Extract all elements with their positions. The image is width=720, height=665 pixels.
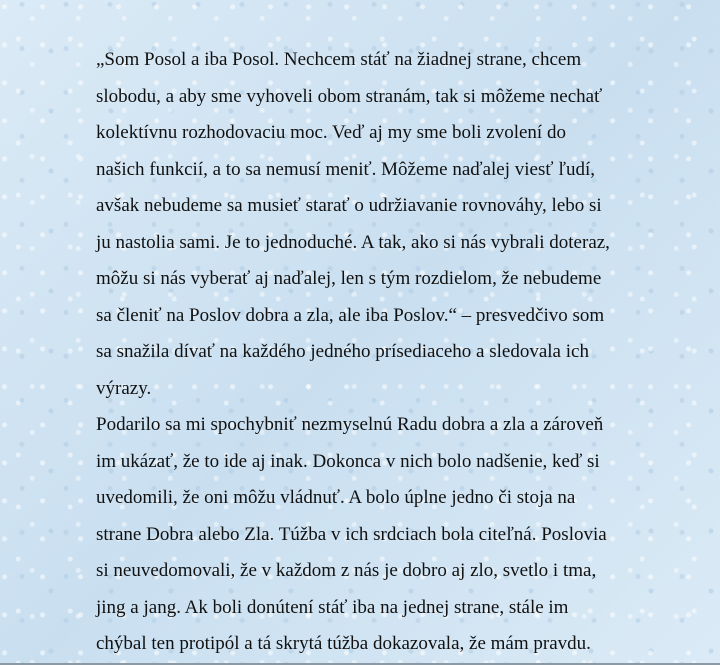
text-line: „Som Posol a iba Posol. Nechcem stáť na žiadnej strane, chcem (96, 49, 582, 70)
text-line: jing a jang. Ak boli donútení stáť iba na jednej strane, stále im (96, 596, 569, 618)
text-line: strane Dobra alebo Zla. Túžba v ich srdciach bola citeľná. Poslovia (96, 523, 607, 545)
text-line: sa snažila dívať na každého jedného prísediaceho a sledovala ich (96, 341, 589, 362)
text-line: výrazy. (96, 377, 152, 399)
text-line: avšak nebudeme sa musieť starať o udržiavanie rovnováhy, lebo si (96, 195, 602, 216)
text-line: ju nastolia sami. Je to jednoduché. A tak, ako si nás vybrali doteraz, (96, 231, 610, 253)
text-line: kolektívnu rozhodovaciu moc. Veď aj my sme boli zvolení do (96, 122, 566, 143)
text-line: im ukázať, že to ide aj inak. Dokonca v nich bolo nadšenie, keď si (96, 450, 600, 472)
text-line: Podarilo sa mi spochybniť nezmyselnú Radu dobra a zla a zároveň (96, 414, 604, 435)
text-line: chýbal ten protipól a tá skrytá túžba dokazovala, že mám pravdu. (96, 633, 591, 654)
text-line: môžu si nás vyberať aj naďalej, len s tým rozdielom, že nebudeme (96, 268, 602, 289)
text-line: si neuvedomovali, že v každom z nás je dobro aj zlo, svetlo i tma, (96, 560, 597, 581)
text-line: uvedomili, že oni môžu vládnuť. A bolo úplne jedno či stoja na (96, 487, 576, 508)
text-line: slobodu, a aby sme vyhoveli obom stranám, tak si môžeme nechať (96, 85, 603, 107)
text-line: našich funkcií, a to sa nemusí meniť. Môžeme naďalej viesť ľudí, (96, 158, 595, 180)
document-text (96, 42, 676, 663)
text-line: sa členiť na Poslov dobra a zla, ale iba Poslov.“ – presvedčivo som (96, 304, 605, 326)
